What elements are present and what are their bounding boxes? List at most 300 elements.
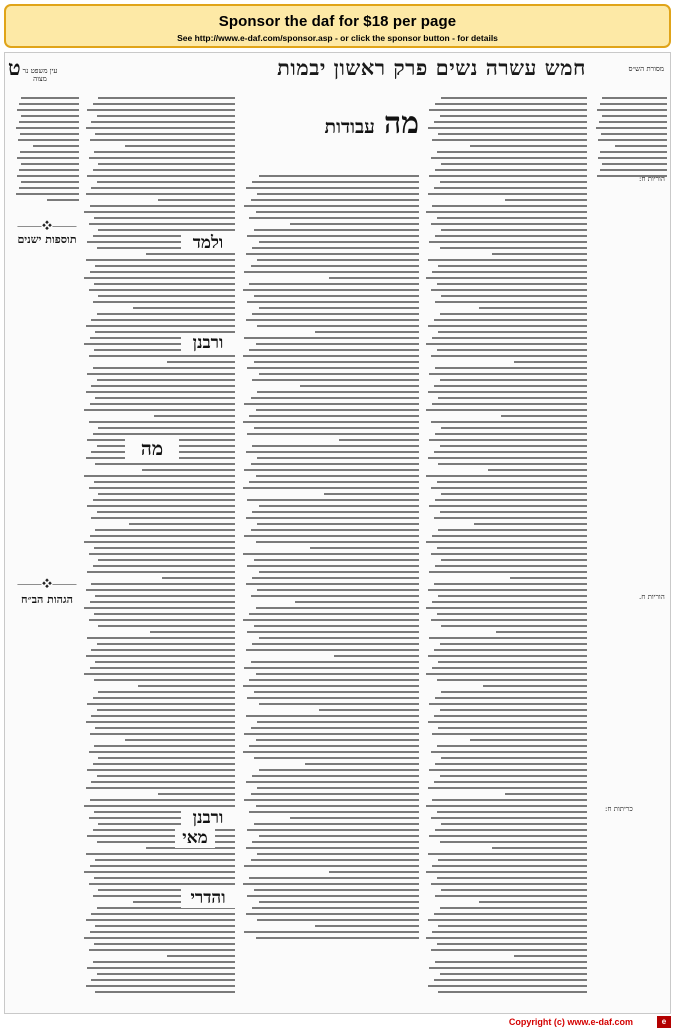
text-line bbox=[492, 847, 587, 849]
text-line bbox=[87, 175, 235, 177]
text-line bbox=[90, 865, 235, 867]
mah-heading: מה bbox=[125, 438, 179, 461]
text-line bbox=[94, 745, 235, 747]
text-line bbox=[18, 139, 79, 141]
text-line bbox=[90, 205, 235, 207]
masoret-hashas-column bbox=[595, 93, 667, 993]
text-line bbox=[89, 355, 235, 357]
text-line bbox=[435, 169, 587, 171]
text-line bbox=[98, 295, 235, 297]
text-line bbox=[431, 817, 587, 819]
text-line bbox=[86, 985, 235, 987]
text-line bbox=[249, 613, 419, 615]
text-line bbox=[84, 607, 235, 609]
text-line bbox=[257, 787, 419, 789]
text-line bbox=[441, 295, 587, 297]
text-line bbox=[426, 673, 587, 675]
text-line bbox=[244, 205, 419, 207]
text-line bbox=[97, 973, 235, 975]
text-line bbox=[243, 751, 419, 753]
text-line bbox=[247, 499, 419, 501]
text-line bbox=[243, 421, 419, 423]
text-line bbox=[251, 463, 419, 465]
gemara-opening-word-2: עבודות bbox=[324, 116, 375, 138]
text-line bbox=[244, 733, 419, 735]
text-line bbox=[244, 535, 419, 537]
text-line bbox=[257, 391, 419, 393]
text-line bbox=[435, 961, 587, 963]
text-line bbox=[434, 913, 587, 915]
text-line bbox=[87, 505, 235, 507]
text-line bbox=[334, 655, 419, 657]
text-line bbox=[97, 775, 235, 777]
text-line bbox=[434, 649, 587, 651]
text-line bbox=[596, 127, 667, 129]
text-line bbox=[428, 325, 587, 327]
text-line bbox=[84, 871, 235, 873]
text-line bbox=[94, 877, 235, 879]
text-line bbox=[492, 253, 587, 255]
text-line bbox=[257, 193, 419, 195]
text-line bbox=[259, 241, 419, 243]
text-line bbox=[514, 361, 587, 363]
text-line bbox=[438, 595, 587, 597]
text-line bbox=[252, 445, 419, 447]
text-line bbox=[426, 871, 587, 873]
text-line bbox=[246, 583, 419, 585]
text-line bbox=[598, 157, 667, 159]
text-line bbox=[91, 319, 235, 321]
text-line bbox=[91, 517, 235, 519]
margin-reference: הוריות ח. bbox=[639, 593, 665, 601]
text-line bbox=[429, 835, 587, 837]
text-line bbox=[437, 151, 587, 153]
text-line bbox=[428, 919, 587, 921]
text-line bbox=[252, 577, 419, 579]
text-line bbox=[431, 553, 587, 555]
text-line bbox=[441, 427, 587, 429]
text-line bbox=[97, 379, 235, 381]
text-line bbox=[435, 697, 587, 699]
text-line bbox=[21, 181, 79, 183]
text-line bbox=[146, 253, 235, 255]
text-line bbox=[437, 679, 587, 681]
text-line bbox=[597, 109, 667, 111]
text-line bbox=[249, 349, 419, 351]
text-line bbox=[290, 223, 419, 225]
text-line bbox=[90, 139, 235, 141]
text-line bbox=[441, 493, 587, 495]
text-line bbox=[488, 469, 587, 471]
text-line bbox=[254, 823, 419, 825]
text-line bbox=[251, 661, 419, 663]
text-line bbox=[89, 157, 235, 159]
text-lines bbox=[425, 97, 587, 998]
text-line bbox=[505, 199, 587, 201]
text-line bbox=[256, 607, 419, 609]
text-line bbox=[19, 121, 80, 123]
text-line bbox=[431, 883, 587, 885]
text-line bbox=[93, 565, 235, 567]
text-line bbox=[505, 793, 587, 795]
text-line bbox=[98, 493, 235, 495]
text-line bbox=[246, 913, 419, 915]
text-line bbox=[95, 859, 235, 861]
text-line bbox=[435, 103, 587, 105]
text-line bbox=[243, 685, 419, 687]
text-line bbox=[89, 883, 235, 885]
text-line bbox=[259, 373, 419, 375]
text-line bbox=[329, 871, 419, 873]
text-line bbox=[514, 955, 587, 957]
text-line bbox=[256, 937, 419, 939]
text-line bbox=[91, 187, 235, 189]
text-line bbox=[300, 385, 419, 387]
text-line bbox=[246, 781, 419, 783]
text-line bbox=[254, 757, 419, 759]
text-line bbox=[247, 301, 419, 303]
text-line bbox=[257, 919, 419, 921]
text-line bbox=[602, 115, 667, 117]
text-line bbox=[95, 133, 235, 135]
text-line bbox=[426, 541, 587, 543]
text-line bbox=[440, 973, 587, 975]
text-line bbox=[249, 283, 419, 285]
text-line bbox=[252, 775, 419, 777]
text-line bbox=[437, 283, 587, 285]
text-line bbox=[95, 265, 235, 267]
text-line bbox=[16, 127, 79, 129]
text-line bbox=[432, 403, 587, 405]
text-line bbox=[89, 949, 235, 951]
text-line bbox=[86, 853, 235, 855]
text-line bbox=[90, 271, 235, 273]
text-line bbox=[254, 559, 419, 561]
margin-reference: כריתות ח: bbox=[605, 805, 633, 813]
text-line bbox=[431, 619, 587, 621]
text-line bbox=[615, 145, 667, 147]
text-line bbox=[441, 559, 587, 561]
text-line bbox=[244, 271, 419, 273]
text-line bbox=[251, 265, 419, 267]
text-line bbox=[441, 889, 587, 891]
text-line bbox=[87, 109, 235, 111]
text-line bbox=[440, 445, 587, 447]
page-header bbox=[5, 53, 670, 83]
text-line bbox=[91, 781, 235, 783]
text-line bbox=[93, 301, 235, 303]
text-line bbox=[602, 163, 667, 165]
text-line bbox=[431, 949, 587, 951]
text-line bbox=[428, 589, 587, 591]
text-line bbox=[431, 421, 587, 423]
text-line bbox=[89, 289, 235, 291]
text-line bbox=[244, 865, 419, 867]
text-line bbox=[428, 193, 587, 195]
text-line bbox=[434, 781, 587, 783]
text-line bbox=[84, 277, 235, 279]
text-line bbox=[438, 331, 587, 333]
text-line bbox=[257, 853, 419, 855]
text-line bbox=[249, 217, 419, 219]
text-line bbox=[244, 469, 419, 471]
text-line bbox=[244, 931, 419, 933]
mai-heading: מאי bbox=[175, 828, 215, 848]
text-line bbox=[440, 841, 587, 843]
text-line bbox=[244, 337, 419, 339]
text-line bbox=[426, 475, 587, 477]
text-line bbox=[426, 805, 587, 807]
text-line bbox=[246, 715, 419, 717]
text-line bbox=[87, 571, 235, 573]
text-line bbox=[17, 175, 79, 177]
text-line bbox=[90, 535, 235, 537]
text-line bbox=[434, 517, 587, 519]
text-line bbox=[95, 595, 235, 597]
text-line bbox=[441, 163, 587, 165]
text-line bbox=[19, 103, 79, 105]
text-line bbox=[256, 805, 419, 807]
text-line bbox=[252, 313, 419, 315]
text-line bbox=[601, 133, 667, 135]
text-line bbox=[167, 361, 235, 363]
text-line bbox=[84, 211, 235, 213]
text-line bbox=[246, 451, 419, 453]
text-line bbox=[247, 565, 419, 567]
text-line bbox=[94, 943, 235, 945]
text-line bbox=[247, 433, 419, 435]
text-line bbox=[440, 775, 587, 777]
sponsor-banner-subtitle[interactable]: See http://www.e-daf.com/sponsor.asp - or click the sponsor button - for details bbox=[177, 33, 498, 43]
text-line bbox=[91, 979, 235, 981]
folio-number: ט bbox=[8, 55, 21, 80]
text-line bbox=[434, 583, 587, 585]
text-line bbox=[86, 127, 235, 129]
text-line bbox=[244, 667, 419, 669]
text-line bbox=[437, 217, 587, 219]
text-line bbox=[254, 295, 419, 297]
text-line bbox=[440, 247, 587, 249]
text-line bbox=[87, 373, 235, 375]
verabanan-heading: ורבנן bbox=[181, 333, 235, 353]
text-line bbox=[440, 181, 587, 183]
text-line bbox=[87, 637, 235, 639]
text-line bbox=[94, 217, 235, 219]
text-line bbox=[428, 259, 587, 261]
text-line bbox=[431, 223, 587, 225]
edaf-logo-icon[interactable]: e bbox=[657, 1016, 671, 1028]
text-line bbox=[470, 145, 587, 147]
text-line bbox=[97, 181, 235, 183]
text-line bbox=[93, 961, 235, 963]
text-line bbox=[93, 763, 235, 765]
text-line bbox=[438, 133, 587, 135]
text-line bbox=[432, 535, 587, 537]
text-line bbox=[251, 199, 419, 201]
text-line bbox=[438, 859, 587, 861]
text-line bbox=[257, 457, 419, 459]
text-line bbox=[86, 721, 235, 723]
text-line bbox=[257, 325, 419, 327]
text-line bbox=[437, 811, 587, 813]
text-line bbox=[129, 523, 235, 525]
text-line bbox=[91, 583, 235, 585]
text-line bbox=[256, 541, 419, 543]
text-line bbox=[437, 745, 587, 747]
text-line bbox=[474, 523, 587, 525]
text-line bbox=[426, 277, 587, 279]
text-line bbox=[86, 259, 235, 261]
text-line bbox=[125, 739, 235, 741]
text-line bbox=[95, 925, 235, 927]
text-line bbox=[98, 97, 235, 99]
text-line bbox=[438, 265, 587, 267]
text-line bbox=[259, 835, 419, 837]
copyright-link[interactable]: Copyright (c) www.e-daf.com bbox=[508, 1017, 633, 1027]
text-line bbox=[86, 391, 235, 393]
text-line bbox=[247, 697, 419, 699]
text-line bbox=[252, 181, 419, 183]
text-line bbox=[256, 475, 419, 477]
text-line bbox=[434, 979, 587, 981]
text-line bbox=[89, 751, 235, 753]
text-line bbox=[426, 343, 587, 345]
text-line bbox=[256, 343, 419, 345]
hagahot-heading: הגהות הב״ח bbox=[15, 593, 79, 606]
text-line bbox=[91, 913, 235, 915]
text-line bbox=[16, 193, 79, 195]
text-line bbox=[89, 619, 235, 621]
text-line bbox=[441, 97, 587, 99]
text-line bbox=[89, 421, 235, 423]
text-line bbox=[432, 667, 587, 669]
text-line bbox=[246, 187, 419, 189]
text-line bbox=[315, 925, 419, 927]
text-line bbox=[251, 859, 419, 861]
text-line bbox=[256, 673, 419, 675]
text-line bbox=[84, 475, 235, 477]
text-line bbox=[97, 643, 235, 645]
text-line bbox=[324, 493, 419, 495]
text-line bbox=[86, 787, 235, 789]
sponsor-banner[interactable] bbox=[4, 4, 671, 48]
text-line bbox=[496, 631, 587, 633]
text-line bbox=[84, 541, 235, 543]
text-line bbox=[259, 637, 419, 639]
text-line bbox=[426, 607, 587, 609]
text-line bbox=[94, 613, 235, 615]
text-line bbox=[432, 601, 587, 603]
text-line bbox=[441, 691, 587, 693]
text-line bbox=[154, 415, 235, 417]
text-line bbox=[47, 199, 79, 201]
text-line bbox=[257, 259, 419, 261]
gemara-opening-word: מה bbox=[383, 106, 419, 141]
text-line bbox=[249, 415, 419, 417]
text-line bbox=[600, 151, 667, 153]
vehadri-heading: והדרי bbox=[181, 888, 235, 908]
text-line bbox=[94, 679, 235, 681]
text-line bbox=[256, 211, 419, 213]
text-line bbox=[98, 229, 235, 231]
text-line bbox=[251, 793, 419, 795]
text-line bbox=[91, 121, 235, 123]
text-line bbox=[437, 943, 587, 945]
text-line bbox=[93, 103, 235, 105]
text-line bbox=[437, 481, 587, 483]
text-line bbox=[89, 553, 235, 555]
text-line bbox=[441, 757, 587, 759]
text-line bbox=[19, 169, 79, 171]
text-line bbox=[20, 133, 79, 135]
text-line bbox=[432, 205, 587, 207]
text-line bbox=[259, 769, 419, 771]
text-line bbox=[319, 709, 419, 711]
text-line bbox=[252, 379, 419, 381]
text-line bbox=[259, 571, 419, 573]
text-line bbox=[244, 799, 419, 801]
text-line bbox=[435, 763, 587, 765]
text-line bbox=[598, 139, 667, 141]
text-line bbox=[249, 679, 419, 681]
text-line bbox=[440, 313, 587, 315]
text-line bbox=[440, 643, 587, 645]
ornament-divider: ⸻❖⸻ bbox=[17, 579, 77, 590]
text-line bbox=[246, 649, 419, 651]
text-line bbox=[90, 931, 235, 933]
text-line bbox=[431, 487, 587, 489]
text-line bbox=[438, 397, 587, 399]
sponsor-banner-title[interactable]: Sponsor the daf for $18 per page bbox=[218, 13, 457, 30]
text-line bbox=[97, 511, 235, 513]
text-line bbox=[432, 271, 587, 273]
text-line bbox=[254, 361, 419, 363]
text-line bbox=[435, 235, 587, 237]
text-line bbox=[428, 655, 587, 657]
text-line bbox=[95, 529, 235, 531]
text-line bbox=[501, 415, 587, 417]
text-line bbox=[441, 229, 587, 231]
text-line bbox=[247, 367, 419, 369]
text-line bbox=[428, 391, 587, 393]
text-line bbox=[426, 937, 587, 939]
text-line bbox=[470, 739, 587, 741]
text-line bbox=[90, 733, 235, 735]
text-line bbox=[339, 439, 419, 441]
text-line bbox=[91, 385, 235, 387]
text-line bbox=[315, 331, 419, 333]
text-line bbox=[93, 169, 235, 171]
text-line bbox=[254, 691, 419, 693]
text-line bbox=[244, 403, 419, 405]
text-line bbox=[440, 511, 587, 513]
text-line bbox=[98, 625, 235, 627]
text-line bbox=[600, 169, 667, 171]
text-line bbox=[435, 895, 587, 897]
text-line bbox=[429, 769, 587, 771]
text-line bbox=[428, 985, 587, 987]
text-line bbox=[431, 157, 587, 159]
text-line bbox=[254, 889, 419, 891]
text-line bbox=[97, 115, 235, 117]
text-line bbox=[440, 907, 587, 909]
text-line bbox=[428, 853, 587, 855]
text-line bbox=[138, 685, 235, 687]
text-line bbox=[432, 337, 587, 339]
text-line bbox=[21, 97, 79, 99]
text-line bbox=[90, 601, 235, 603]
text-line bbox=[243, 883, 419, 885]
